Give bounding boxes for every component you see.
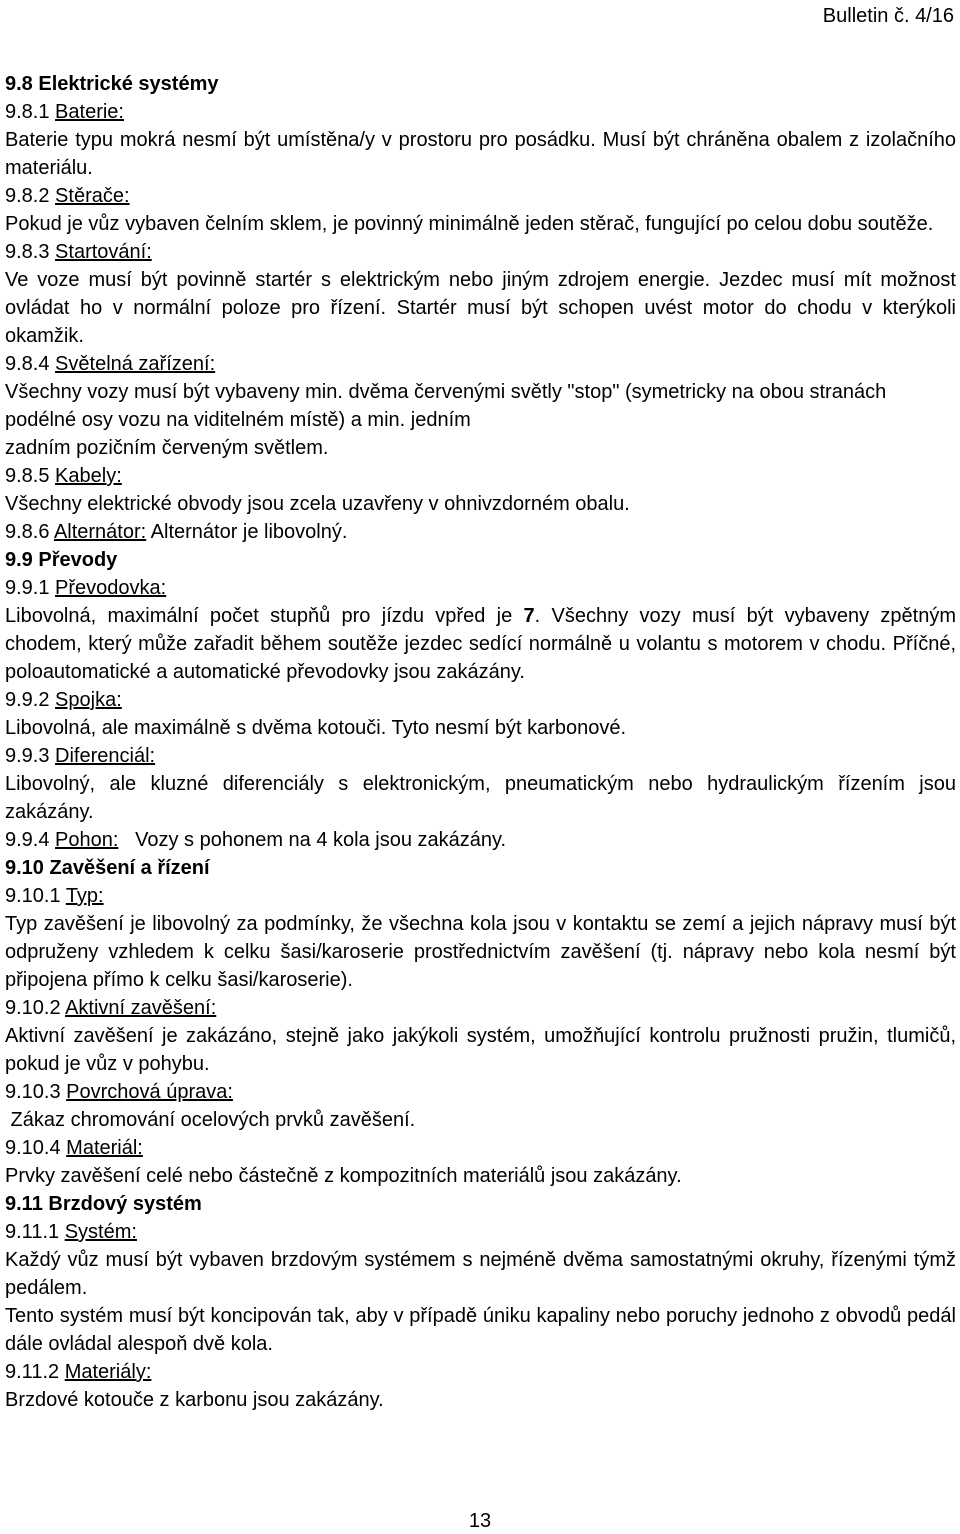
- subsection-label: Povrchová úprava:: [66, 1081, 233, 1103]
- subsection-heading: [5, 238, 956, 266]
- subsection-label: Kabely:: [55, 465, 122, 487]
- subsection-number: 9.10.3: [5, 1081, 67, 1103]
- subsection-heading: [5, 462, 956, 490]
- subsection-number: 9.10.2: [5, 997, 66, 1019]
- paragraph-bold-value: 7: [523, 605, 535, 627]
- subsection-number: 9.10.4: [5, 1137, 67, 1159]
- paragraph: Prvky zavěšení celé nebo částečně z kompozitních materiálů jsou zakázány.: [5, 1165, 682, 1187]
- subsection-heading: [5, 182, 956, 210]
- subsection-heading: [5, 1218, 956, 1246]
- paragraph: Všechny elektrické obvody jsou zcela uzavřeny v ohnivzdorném obalu.: [5, 493, 630, 515]
- subsection-inline-text: Vozy s pohonem na 4 kola jsou zakázány.: [118, 829, 507, 851]
- section-heading: 9.8 Elektrické systémy: [5, 73, 219, 95]
- subsection-number: 9.8.5: [5, 465, 56, 487]
- document-body: [5, 70, 956, 1414]
- subsection-number: 9.9.4: [5, 829, 56, 851]
- subsection-label: Pohon:: [55, 829, 119, 851]
- paragraph: Baterie typu mokrá nesmí být umístěna/y v prostoru pro posádku. Musí být chráněna obalem z izolačního materiálu.: [5, 129, 956, 179]
- subsection-label: Diferenciál:: [55, 745, 156, 767]
- paragraph: Všechny vozy musí být vybaveny min. dvěma červenými světly "stop" (symetricky na obou stranách podélné osy vozu na viditelném místě) a min. jedním: [5, 381, 887, 431]
- subsection-number: 9.10.1: [5, 885, 66, 907]
- paragraph: Ve voze musí být povinně startér s elektrickým nebo jiným zdrojem energie. Jezdec musí mít možnost ovládat ho v normální poloze pro řízení. Startér musí být schopen uvést motor do chodu v kterýkoli okamžik.: [5, 269, 956, 347]
- subsection-number: 9.8.3: [5, 241, 56, 263]
- subsection-number: 9.11.2: [5, 1361, 65, 1383]
- paragraph: Tento systém musí být koncipován tak, aby v případě úniku kapaliny nebo poruchy jednoho z obvodů pedál dále ovládal alespoň dvě kola.: [5, 1305, 956, 1355]
- subsection-heading: [5, 994, 956, 1022]
- section-heading: 9.9 Převody: [5, 549, 118, 571]
- subsection-number: 9.8.2: [5, 185, 56, 207]
- paragraph: Libovolný, ale kluzné diferenciály s elektronickým, pneumatickým nebo hydraulickým řízením jsou zakázány.: [5, 773, 956, 823]
- section-heading: 9.11 Brzdový systém: [5, 1193, 202, 1215]
- subsection-inline-text: Alternátor je libovolný.: [146, 521, 348, 543]
- subsection-number: 9.9.3: [5, 745, 56, 767]
- subsection-heading: [5, 98, 956, 126]
- subsection-label: Materiál:: [66, 1137, 143, 1159]
- subsection-heading: [5, 686, 956, 714]
- subsection-label: Aktivní zavěšení:: [65, 997, 217, 1019]
- paragraph: Typ zavěšení je libovolný za podmínky, že všechna kola jsou v kontaktu se zemí a jejich nápravy musí být odpruženy vzhledem k celku šasi/karoserie prostřednictvím zavěšení (tj. nápravy nebo kola nesmí být připojena přímo k celku šasi/karoserie).: [5, 913, 956, 991]
- paragraph-text: Libovolná, maximální počet stupňů pro jízdu vpřed je: [5, 605, 524, 627]
- subsection-label: Startování:: [55, 241, 152, 263]
- subsection-heading: [5, 350, 956, 378]
- subsection-number: 9.9.1: [5, 577, 56, 599]
- subsection-heading: [5, 574, 956, 602]
- paragraph: [5, 602, 956, 686]
- subsection-heading: [5, 1078, 956, 1106]
- subsection-heading: [5, 826, 956, 854]
- subsection-label: Stěrače:: [55, 185, 130, 207]
- paragraph: Pokud je vůz vybaven čelním sklem, je povinný minimálně jeden stěrač, fungující po celou dobu soutěže.: [5, 213, 934, 235]
- subsection-heading: [5, 742, 956, 770]
- subsection-number: 9.8.4: [5, 353, 56, 375]
- subsection-number: 9.8.6: [5, 521, 54, 543]
- subsection-heading: [5, 1134, 956, 1162]
- subsection-number: 9.8.1: [5, 101, 56, 123]
- paragraph: zadním pozičním červeným světlem.: [5, 437, 329, 459]
- subsection-number: 9.11.1: [5, 1221, 65, 1243]
- page-number: 13: [468, 1510, 492, 1532]
- paragraph: Brzdové kotouče z karbonu jsou zakázány.: [5, 1389, 384, 1411]
- paragraph: Každý vůz musí být vybaven brzdovým systémem s nejméně dvěma samostatnými okruhy, řízenými týmž pedálem.: [5, 1249, 956, 1299]
- paragraph: Aktivní zavěšení je zakázáno, stejně jako jakýkoli systém, umožňující kontrolu pružnosti pružin, tlumičů, pokud je vůz v pohybu.: [5, 1025, 956, 1075]
- subsection-label: Materiály:: [64, 1361, 152, 1383]
- subsection-label: Systém:: [64, 1221, 137, 1243]
- subsection-label: Baterie:: [55, 101, 124, 123]
- subsection-label: Spojka:: [55, 689, 122, 711]
- subsection-heading: [5, 1358, 956, 1386]
- subsection-heading: [5, 882, 956, 910]
- section-heading: 9.10 Zavěšení a řízení: [5, 857, 210, 879]
- paragraph-text: . Všechny vozy musí být vybaveny zpětným chodem, který může zařadit během soutěže jezdec sedící normálně u volantu s motorem v chodu. Příčné, poloautomatické a automatické převodovky jsou zakázány.: [5, 605, 957, 683]
- subsection-heading: [5, 518, 956, 546]
- paragraph: Libovolná, ale maximálně s dvěma kotouči. Tyto nesmí být karbonové.: [5, 717, 627, 739]
- subsection-number: 9.9.2: [5, 689, 56, 711]
- subsection-label: Typ:: [65, 885, 104, 907]
- page-header: Bulletin č. 4/16: [822, 5, 954, 27]
- subsection-label: Světelná zařízení:: [55, 353, 216, 375]
- subsection-label: Převodovka:: [55, 577, 167, 599]
- subsection-label: Alternátor:: [53, 521, 147, 543]
- paragraph: Zákaz chromování ocelových prvků zavěšení.: [5, 1109, 416, 1131]
